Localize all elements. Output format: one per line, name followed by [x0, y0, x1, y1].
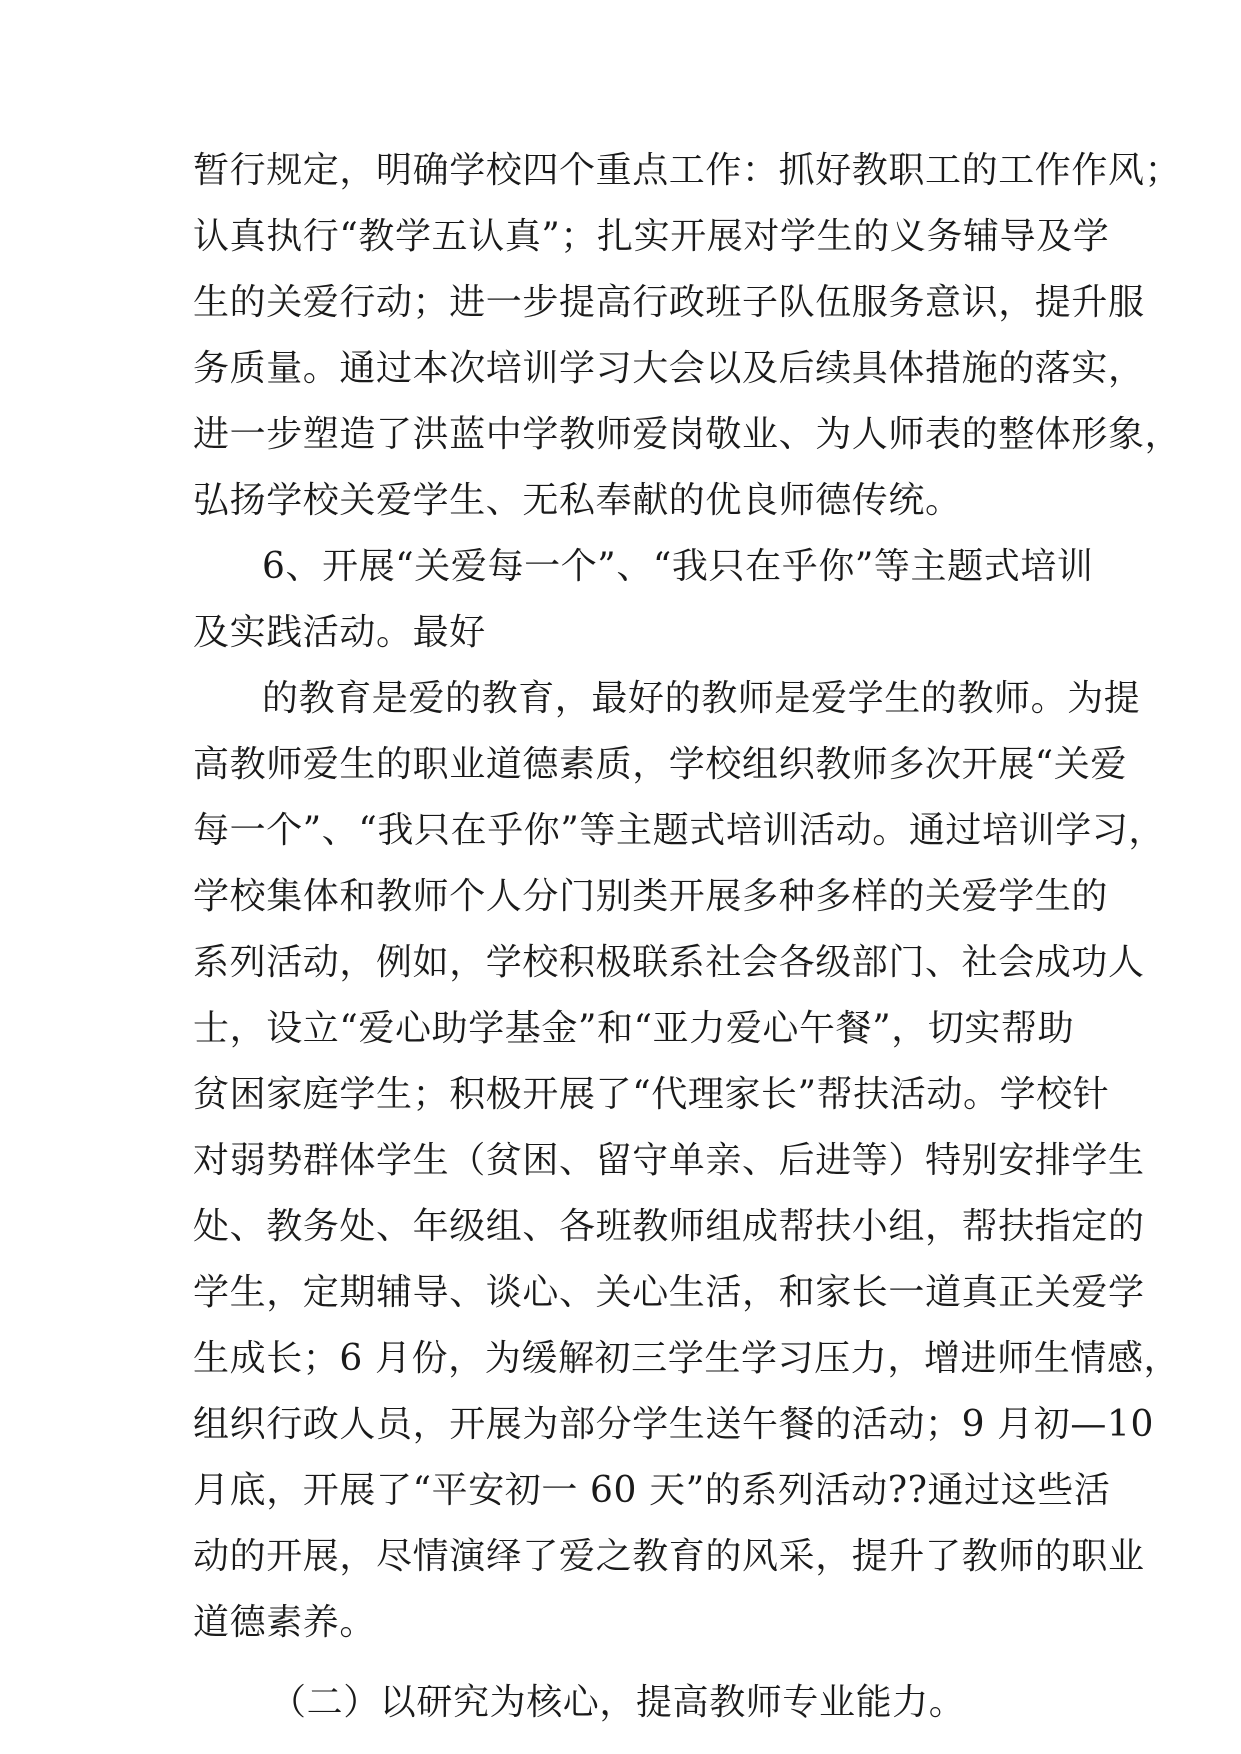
text-line: 进一步塑造了洪蓝中学教师爱岗敬业、为人师表的整体形象，: [193, 414, 1182, 455]
text-line: 对弱势群体学生（贫困、留守单亲、后进等）特别安排学生: [193, 1140, 1145, 1181]
text-line: 每一个”、“我只在乎你”等主题式培训活动。通过培训学习，: [193, 810, 1166, 851]
text-line: 及实践活动。最好: [193, 612, 486, 653]
paragraph-first-line: 的教育是爱的教育，最好的教师是爱学生的教师。为提: [262, 678, 1141, 719]
text-line: 弘扬学校关爱学生、无私奉献的优良师德传统。: [193, 480, 962, 521]
text-line: 学生，定期辅导、谈心、关心生活，和家长一道真正关爱学: [193, 1272, 1145, 1313]
text-line: 月底，开展了“平安初一 60 天”的系列活动??通过这些活: [193, 1470, 1111, 1511]
text-line: 士，设立“爱心助学基金”和“亚力爱心午餐”，切实帮助: [193, 1008, 1075, 1049]
text-line: 生成长；6 月份，为缓解初三学生学习压力，增进师生情感，: [193, 1338, 1181, 1379]
text-line: 组织行政人员，开展为部分学生送午餐的活动；9 月初—10: [193, 1404, 1154, 1445]
text-line: 务质量。通过本次培训学习大会以及后续具体措施的落实，: [193, 348, 1145, 389]
text-line: 贫困家庭学生；积极开展了“代理家长”帮扶活动。学校针: [193, 1074, 1110, 1115]
text-line: 系列活动，例如，学校积极联系社会各级部门、社会成功人: [193, 942, 1145, 983]
text-line: 动的开展，尽情演绎了爱之教育的风采，提升了教师的职业: [193, 1536, 1145, 1577]
text-line: 高教师爱生的职业道德素质，学校组织教师多次开展“关爱: [193, 744, 1128, 785]
text-line: 认真执行“教学五认真”；扎实开展对学生的义务辅导及学: [193, 216, 1110, 257]
section-heading-line: （二）以研究为核心，提高教师专业能力。: [270, 1682, 966, 1723]
text-line: 生的关爱行动；进一步提高行政班子队伍服务意识，提升服: [193, 282, 1145, 323]
section-heading-line: 6、开展“关爱每一个”、“我只在乎你”等主题式培训: [262, 546, 1094, 587]
text-line: 暂行规定，明确学校四个重点工作：抓好教职工的工作作风；: [193, 150, 1182, 191]
text-line: 学校集体和教师个人分门别类开展多种多样的关爱学生的: [193, 876, 1109, 917]
text-line: 处、教务处、年级组、各班教师组成帮扶小组，帮扶指定的: [193, 1206, 1145, 1247]
text-line: 道德素养。: [193, 1602, 377, 1643]
